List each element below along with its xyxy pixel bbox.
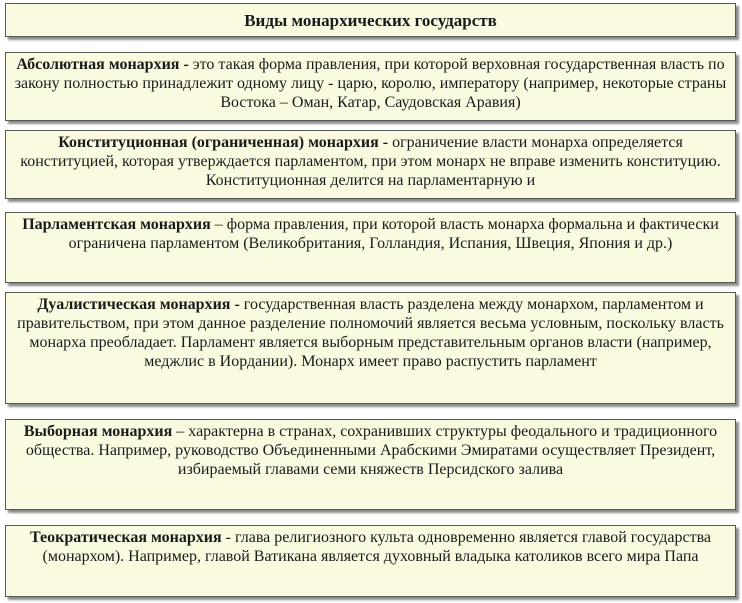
card-description: – форма правления, при которой власть монарха формальна и фактически ограничена парламентом (Великобритания, Голландия, Испания, Швеция, Япония и др.): [68, 216, 719, 252]
page-title: Виды монархических государств: [5, 3, 736, 37]
card-description: – характерна в странах, сохранивших структуры феодального и традиционного общества. Например, руководство Объединенными Арабскими Эмиратами осуществляет Президент, избираемый главами семи княжеств Персидского залива: [25, 423, 718, 478]
card-theocratic-monarchy: [5, 525, 736, 597]
card-term: Выборная монархия: [23, 423, 173, 440]
card-elective-monarchy: [5, 419, 736, 510]
card-term: Теократическая монархия: [29, 529, 222, 546]
card-absolute-monarchy: [5, 52, 736, 121]
card-parliamentary-monarchy: [5, 212, 736, 283]
card-term: Абсолютная монархия -: [16, 56, 189, 73]
card-description: - глава религиозного культа одновременно является главой государства (монархом). Например, главой Ватикана является духовный владыка католиков всего мира Папа: [42, 529, 712, 565]
card-description: ограничение власти монарха определяется конституцией, которая утверждается парламентом, при этом монарх не вправе изменить конституцию. Конституционная делится на парламентарную и: [20, 134, 721, 189]
card-dualistic-monarchy: [5, 292, 736, 404]
card-description: это такая форма правления, при которой верховная государственная власть по закону полностью принадлежит одному лицу - царю, королю, императору (например, некоторые страны Востока – Оман, Катар, Саудовская Аравия): [14, 56, 727, 111]
card-description: государственная власть разделена между монархом, парламентом и правительством, при этом данное разделение полномочий является весьма условным, поскольку власть монарха преобладает. Парламент является выборным представительным органов власти (например, меджлис в Иордании). Монарх имеет право распустить парламент: [17, 296, 724, 370]
card-term: Конституционная (ограниченная) монархия -: [58, 134, 389, 151]
card-term: Дуалистическая монархия -: [37, 296, 240, 313]
card-constitutional-monarchy: [5, 130, 736, 199]
card-term: Парламентская монархия: [22, 216, 211, 233]
